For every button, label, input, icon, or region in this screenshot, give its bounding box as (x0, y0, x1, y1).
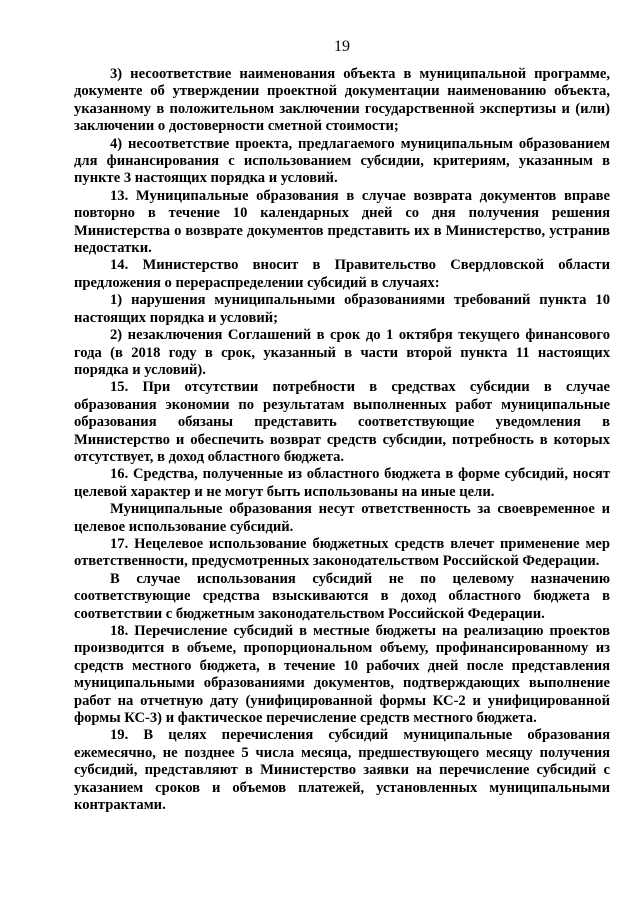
paragraph-clause-14-item-1: 1) нарушения муниципальными образованиями требований пункта 10 настоящих порядка и условий; (74, 292, 610, 326)
document-body (74, 66, 610, 814)
paragraph-clause-13: 13. Муниципальные образования в случае возврата документов вправе повторно в течение 10 календарных дней со дня получения решения Министерства о возврате документов представить их в Министерство, устранив недостатки. (74, 187, 610, 257)
paragraph-clause-15: 15. При отсутствии потребности в средствах субсидии в случае образования экономии по результатам выполненных работ муниципальные образования обязаны представить соответствующие уведомления в Министерство и обеспечить возврат средств субсидии, потребность в которых отсутствует, в доход областного бюджета. (74, 379, 610, 465)
paragraph-clause-14-item-2: 2) незаключения Соглашений в срок до 1 октября текущего финансового года (в 2018 году в срок, указанный в части второй пункта 11 настоящих порядка и условий). (74, 327, 610, 378)
paragraph-clause-17-recovery: В случае использования субсидий не по целевому назначению соответствующие средства взыскиваются в доход областного бюджета в соответствии с бюджетным законодательством Российской Федерации. (74, 570, 610, 622)
paragraph-clause-16-responsibility: Муниципальные образования несут ответственность за своевременное и целевое использование субсидий. (74, 501, 610, 535)
paragraph-item-4: 4) несоответствие проекта, предлагаемого муниципальным образованием для финансирования с использованием субсидии, критериям, указанным в пункте 3 настоящих порядка и условий. (74, 135, 610, 187)
page-number: 19 (334, 38, 350, 55)
paragraph-clause-16: 16. Средства, полученные из областного бюджета в форме субсидий, носят целевой характер и не могут быть использованы на иные цели. (74, 466, 610, 500)
paragraph-clause-14: 14. Министерство вносит в Правительство Свердловской области предложения о перераспределении субсидий в случаях: (74, 257, 610, 291)
paragraph-clause-19: 19. В целях перечисления субсидий муниципальные образования ежемесячно, не позднее 5 числа месяца, предшествующего месяцу получения субсидий, представляют в Министерство заявки на перечисление субсидий с указанием сроков и объемов платежей, установленных муниципальными контрактами. (74, 727, 610, 814)
paragraph-item-3: 3) несоответствие наименования объекта в муниципальной программе, документе об утверждении проектной документации наименованию объекта, указанному в положительном заключении государственной экспертизы и (или) заключении о достоверности сметной стоимости; (74, 66, 610, 135)
paragraph-clause-18: 18. Перечисление субсидий в местные бюджеты на реализацию проектов производится в объеме, пропорциональном объему, профинансированному из средств местного бюджета, в течение 10 рабочих дней после представления муниципальными образованиями документов, подтверждающих выполнение работ на отчетную дату (унифицированной формы КС-2 и унифицированной формы КС-3) и фактическое перечисление средств местного бюджета. (74, 623, 610, 727)
paragraph-clause-17: 17. Нецелевое использование бюджетных средств влечет применение мер ответственности, предусмотренных законодательством Российской Федерации. (74, 535, 610, 570)
